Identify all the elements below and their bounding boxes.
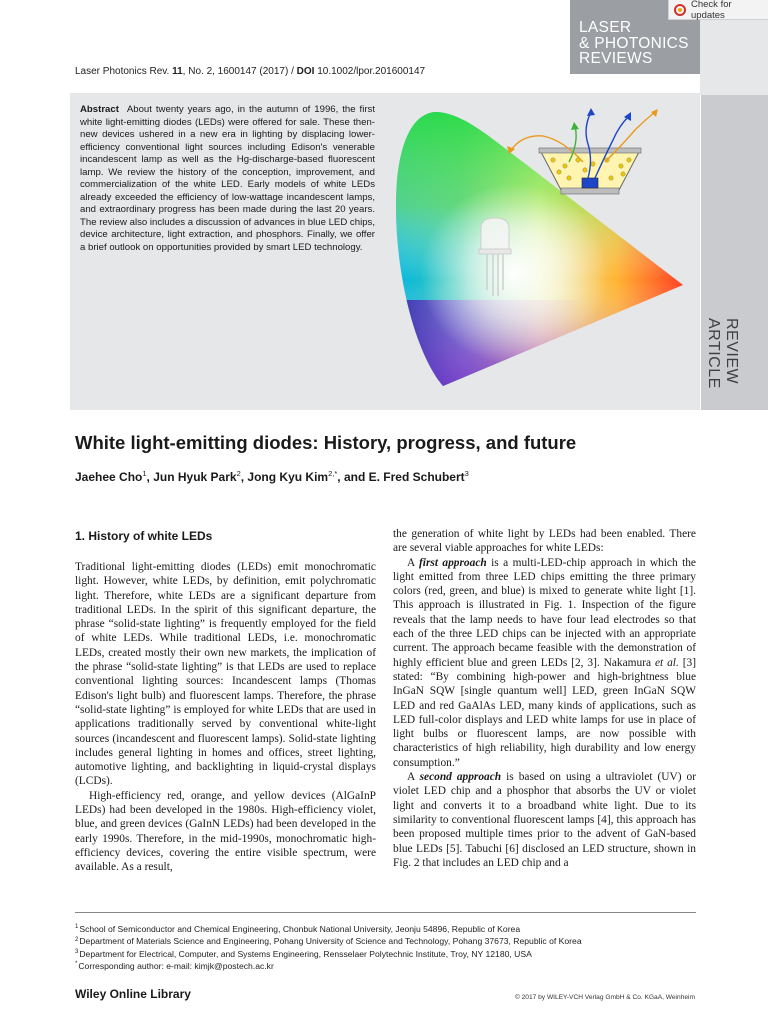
author[interactable]: Jun Hyuk Park$^2$ xyxy=(153,469,241,484)
paragraph: A second approach is based on using a ultraviolet (UV) or violet LED chip and a phosphor that absorbs the UV or violet light and converts it to a broadband white light. Due to its similarity to conventional fluorescent lamps [4], this approach has been proposed multiple times prior to the advent of GaN-based blue LEDs [5]. Tabuchi [6] disclosed an LED structure, shown in Fig. 2 that includes an LED chip and a xyxy=(393,771,696,869)
paragraph: High-efficiency red, orange, and yellow devices (AlGaInP LEDs) had been developed in the 1980s. High-efficiency violet, blue, and green devices (GaInN LEDs) had been developed in the early 1990s. Therefore, in the mid-1990s, monochromatic high-efficiency devices, covering the entire visible spectrum, were available. As a result, xyxy=(75,789,376,874)
journal-name-line-1: LASER xyxy=(579,19,632,36)
article-title: White light-emitting diodes: History, progress, and future xyxy=(75,432,577,453)
journal-name-line-3: REVIEWS xyxy=(579,50,653,67)
citation-volume: 11 xyxy=(172,66,183,77)
abstract-label: Abstract xyxy=(80,104,119,115)
paragraph: A first approach is a multi-LED-chip approach in which the light emitted from three LED chips emitting the three primary colors (red, green, and blue) is mixed to generate white light [1]. This approach is illustrated in Fig. 1. Inspection of the figure reveals that the lamp needs to have four lead electrodes so that each of the three LED chips can be injected with an appropriate current. The approach became feasible with the demonstration of highly efficient blue and green LEDs [2, 3]. Nakamura et al. [3] stated: “By combining high-power and high-brightness blue InGaN SQW [single quantum well] LED, green InGaN SQW LED and red GaAlAs LED, many kinds of applications, such as LED full-color displays and LED white lamps for use in place of light bulbs or fluorescent lamps, are now possible with characteristics of high reliability, high durability and low energy consumption.” xyxy=(393,556,696,769)
article-type-tab xyxy=(700,0,768,410)
citation-journal: Laser Photonics Rev. xyxy=(75,66,173,77)
check-for-updates-label: Check for updates xyxy=(691,0,732,21)
section-heading: 1. History of white LEDs xyxy=(75,529,213,543)
citation-issue: , No. 2, 1600147 (2017) / xyxy=(182,66,297,77)
check-for-updates-button[interactable] xyxy=(668,0,768,20)
paragraph: the generation of white light by LEDs had been enabled. There are several viable approaches for white LEDs: xyxy=(393,528,696,555)
author[interactable]: E. Fred Schubert$^3$ xyxy=(368,469,469,484)
tab-divider xyxy=(700,95,701,410)
article-type-line-2: ARTICLE xyxy=(705,318,722,389)
journal-name xyxy=(579,20,689,67)
body-column-right xyxy=(393,527,696,870)
footnote: $^2$Department of Materials Science and Engineering, Pohang University of Science and Technology, Pohang 37673, Republic of Korea xyxy=(75,936,582,947)
abstract xyxy=(80,104,375,255)
citation-line xyxy=(75,66,425,77)
paragraph: Traditional light-emitting diodes (LEDs) emit monochromatic light. However, white LEDs, by definition, emit polychromatic light. Therefore, white LEDs are a significant departure from traditional LEDs. In the spirit of this significant departure, the phrase “solid-state lighting” is frequently employed for the field of white LEDs. While traditional LEDs, i.e. monochromatic LEDs, created mostly their own new markets, the implication of the phrase “solid-state lighting” is that LEDs are used to replace conventional lighting sources: Incandescent lamps (Thomas Edison's light bulb) and fluorescent lamps. Therefore, the phrase “solid-state lighting” is employed for white LEDs that are used in applications traditionally served by conventional white-light sources (incandescent and fluorescent lamps). Solid-state lighting includes general lighting in homes and offices, street lighting, automotive lighting, and backlighting in liquid-crystal displays (LCDs). xyxy=(75,561,376,788)
crossmark-icon xyxy=(674,4,686,16)
affiliations xyxy=(75,923,582,973)
footnote: $^1$School of Semiconductor and Chemical Engineering, Chonbuk National University, Jeonju 54896, Republic of Korea xyxy=(75,924,521,934)
body-column-left xyxy=(75,560,376,875)
copyright-notice: © 2017 by WILEY-VCH Verlag GmbH & Co. KGaA, Weinheim xyxy=(514,994,695,1001)
article-type-line-1: REVIEW xyxy=(723,318,740,385)
doi-link[interactable]: 10.1002/lpor.201600147 xyxy=(314,66,426,77)
footnote: $^3$Department for Electrical, Computer, and Systems Engineering, Rensselaer Polytechnic Institute, Troy, NY 12180, USA xyxy=(75,948,532,959)
footnote[interactable]: *Corresponding author: e-mail: kimjk@postech.ac.kr xyxy=(75,961,274,972)
abstract-figure xyxy=(383,100,695,400)
journal-name-line-2: & PHOTONICS xyxy=(579,34,689,52)
cie-chromaticity-diagram xyxy=(383,100,695,400)
doi-label: DOI xyxy=(296,66,315,77)
author[interactable]: Jaehee Cho$^1$ xyxy=(75,469,147,484)
publisher-logo[interactable]: Wiley Online Library xyxy=(75,987,191,1001)
article-type-label xyxy=(704,318,740,389)
author[interactable]: Jong Kyu Kim$^{2,*}$ xyxy=(247,469,338,484)
footnote-divider xyxy=(75,912,696,913)
author-list: Jaehee Cho$^1$, Jun Hyuk Park$^2$, Jong Kyu Kim$^{2,*}$, and E. Fred Schubert$^3$ xyxy=(75,469,469,484)
abstract-body: About twenty years ago, in the autumn of 1996, the first white light-emitting diodes (LEDs) were offered for sale. These then-new devices ushered in a new era in lighting by displacing lower-efficiency conventional light sources including Edison's venerable incandescent lamp as well as the Hg-discharge-based fluorescent lamp. We review the history of the conception, improvement, and commercialization of the white LED. Early models of white LEDs already exceeded the efficiency of low-wattage incandescent lamps, and extraordinary progress has been made during the last 20 years. The review also includes a discussion of advances in blue LED chips, device architecture, light extraction, and phosphors. Finally, we offer a brief outlook on opportunities provided by smart LED technology. xyxy=(80,104,376,254)
